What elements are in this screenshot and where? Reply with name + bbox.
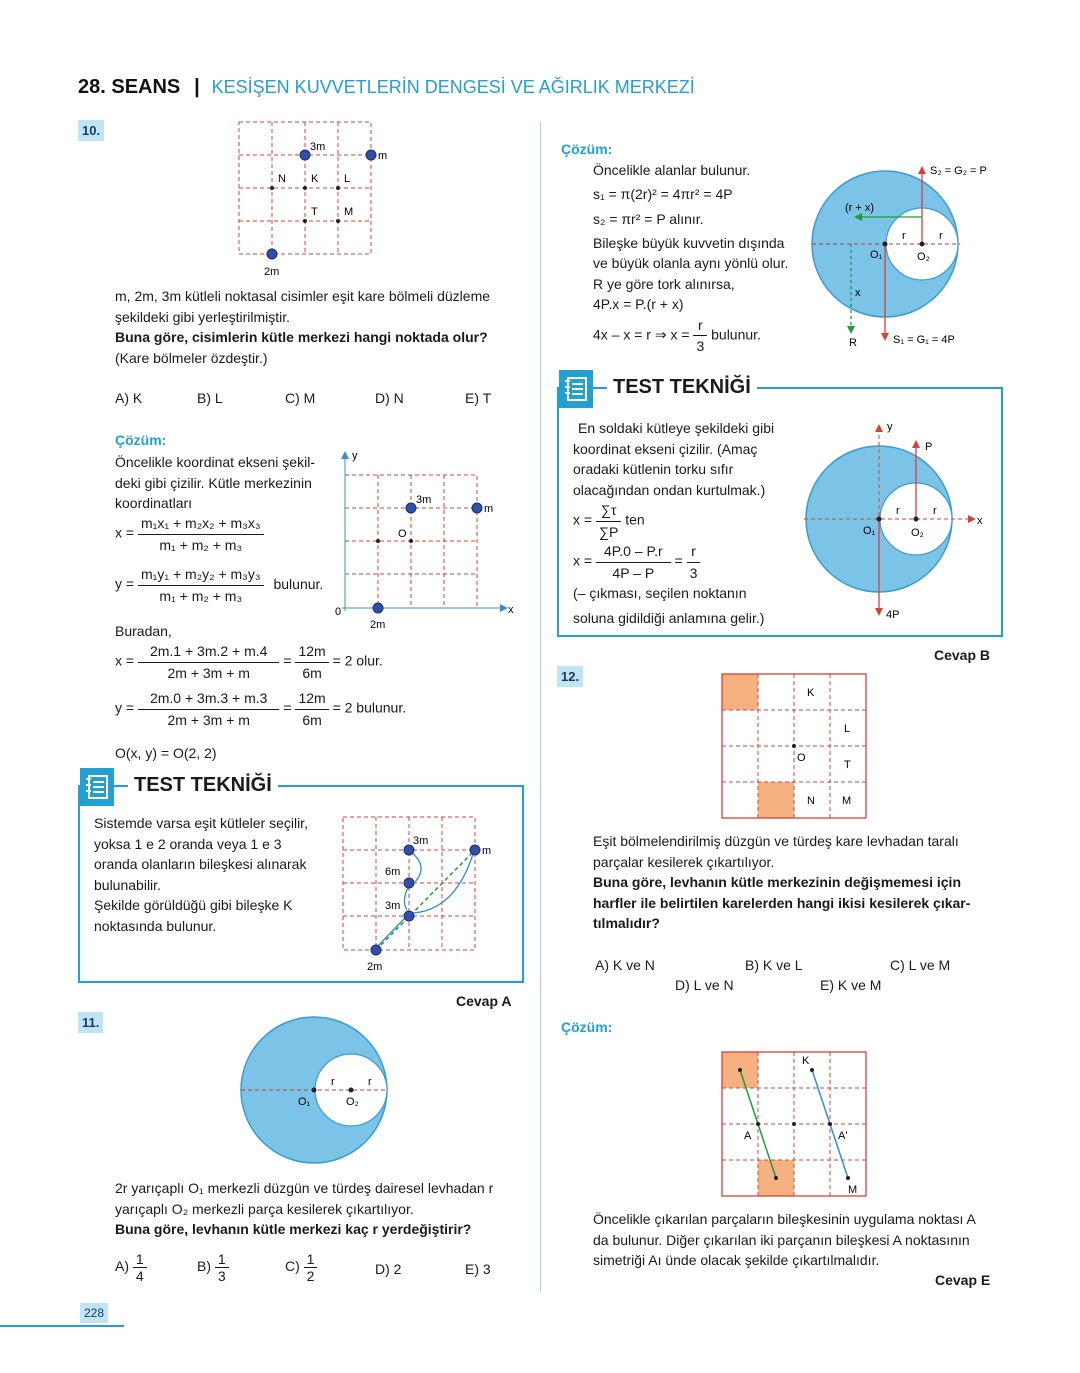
cell-m: M bbox=[848, 1184, 858, 1196]
q11-option-c-label: C) bbox=[285, 1258, 300, 1275]
q11-solution-label: Çözüm: bbox=[561, 141, 613, 157]
radius-r-2: r bbox=[368, 1076, 372, 1088]
formula-x-lhs: x = bbox=[115, 524, 135, 541]
tt2-f2-lhs: x = bbox=[573, 552, 593, 569]
tt1-line-3: oranda olanların bileşkesi alınarak bbox=[94, 856, 307, 872]
calc-x-den: 2m + 3m + m bbox=[167, 664, 250, 681]
calc-x-num: 2m.1 + 3m.2 + m.4 bbox=[138, 641, 280, 663]
radius-r-1: r bbox=[331, 1076, 335, 1088]
q12-solution-grid bbox=[715, 1045, 875, 1205]
center-o2: O₂ bbox=[917, 251, 930, 263]
tt2-formula-2 bbox=[573, 541, 700, 583]
q12-sol-line-1: Öncelikle çıkarılan parçaların bileşkesinin uygulama noktası A bbox=[593, 1211, 976, 1227]
q12-option-e: E) K ve M bbox=[820, 977, 882, 993]
test-technique-text-1 bbox=[94, 813, 334, 936]
calc-y-eq: = bbox=[283, 699, 292, 716]
cell-k: K bbox=[802, 1055, 810, 1067]
point-o: O bbox=[398, 528, 407, 540]
calc-y-tail: = 2 bulunur. bbox=[332, 699, 407, 716]
calc-y bbox=[115, 688, 406, 730]
q10-option-d: D) N bbox=[375, 390, 404, 406]
tt1-resultant-diagram bbox=[335, 810, 505, 975]
question-number-11: 11. bbox=[78, 1012, 103, 1033]
question-number-12: 12. bbox=[557, 666, 583, 687]
calc-y-num: 2m.0 + 3m.3 + m.3 bbox=[138, 688, 280, 710]
q10-option-b: B) L bbox=[197, 390, 223, 406]
q11-option-b bbox=[197, 1251, 229, 1284]
force-s2-label: S₂ = G₂ = P bbox=[930, 165, 987, 177]
tt1-line-4: bulunabilir. bbox=[94, 876, 161, 893]
tt1-line-2: yoksa 1 e 2 oranda veya 1 e 3 bbox=[94, 835, 282, 852]
radius-r-2: r bbox=[939, 230, 943, 242]
point-o: O bbox=[797, 752, 806, 764]
q12-option-a: A) K ve N bbox=[595, 957, 655, 973]
q10-mass-grid bbox=[230, 115, 400, 280]
label-2m: 2m bbox=[264, 266, 280, 278]
q11-answer: Cevap B bbox=[934, 647, 991, 663]
q10-coordinate-grid bbox=[330, 445, 520, 630]
q12-plate-grid bbox=[715, 667, 875, 827]
q11-sol-line-6: R ye göre tork alınırsa, bbox=[593, 275, 735, 292]
test-technique-note-2 bbox=[573, 583, 813, 628]
q10-text-1: m, 2m, 3m kütleli noktasal cisimler eşit kare bölmeli düzleme bbox=[115, 288, 491, 304]
tt2-line-6: soluna gidildiği anlamına gelir.) bbox=[573, 609, 765, 626]
cell-t: T bbox=[844, 759, 851, 771]
label-m: m bbox=[482, 845, 492, 857]
q11-sol-line-3: s₂ = πr² = P alınır. bbox=[593, 211, 704, 227]
point-a: A bbox=[744, 1130, 752, 1142]
label-m: m bbox=[378, 150, 388, 162]
label-3m: 3m bbox=[416, 494, 432, 506]
q11-option-b-num: 1 bbox=[215, 1251, 229, 1268]
column-divider bbox=[540, 122, 541, 1292]
tt2-f2-eq: = bbox=[674, 552, 683, 569]
session-topic: KESİŞEN KUVVETLERİN DENGESİ VE AĞIRLIK MERKEZİ bbox=[211, 77, 695, 97]
label-3m-b: 3m bbox=[385, 900, 401, 912]
q11-sol-line-8a: 4x – x = r ⇒ x = bbox=[593, 326, 690, 343]
q11-sol-line-8b: bulunur. bbox=[711, 326, 761, 343]
formula-y-lhs: y = bbox=[115, 575, 135, 592]
resultant-r: R bbox=[849, 337, 857, 349]
tt1-line-6: noktasında bulunur. bbox=[94, 917, 217, 934]
force-s1-label: S₁ = G₁ = 4P bbox=[893, 334, 955, 346]
q10-question: Buna göre, cisimlerin kütle merkezi hangi noktada olur? bbox=[115, 329, 488, 345]
center-o1: O₁ bbox=[298, 1096, 311, 1108]
distance-x: x bbox=[855, 287, 861, 299]
page-number: 228 bbox=[80, 1303, 108, 1323]
q11-option-c-den: 2 bbox=[306, 1268, 315, 1284]
tt1-line-1: Sistemde varsa eşit kütleler seçilir, bbox=[94, 815, 308, 831]
formula-y bbox=[115, 564, 323, 606]
radius-r-1: r bbox=[896, 505, 900, 517]
q10-note: (Kare bölmeler özdeştir.) bbox=[115, 349, 268, 366]
q11-option-b-den: 3 bbox=[217, 1268, 226, 1284]
tt2-line-4: olacağından ondan kurtulmak.) bbox=[573, 481, 766, 498]
point-m: M bbox=[344, 206, 354, 218]
formula-y-tail: bulunur. bbox=[273, 575, 324, 592]
calc-x bbox=[115, 641, 383, 683]
point-a-prime: A' bbox=[838, 1130, 848, 1142]
q10-sol-line-3: koordinatları bbox=[115, 495, 193, 511]
calc-y-lhs: y = bbox=[115, 699, 135, 716]
tt2-f2-num: 4P.0 – P.r bbox=[596, 541, 671, 563]
q11-option-c-num: 1 bbox=[304, 1251, 318, 1268]
tt2-f1-den: ∑P bbox=[598, 523, 619, 540]
label-6m: 6m bbox=[385, 866, 401, 878]
test-technique-text-2 bbox=[573, 418, 798, 500]
q12-option-d: D) L ve N bbox=[675, 977, 734, 993]
tt2-axis-figure bbox=[800, 418, 995, 628]
cell-n: N bbox=[807, 795, 815, 807]
label-2m: 2m bbox=[370, 619, 386, 630]
formula-y-den: m₁ + m₂ + m₃ bbox=[159, 587, 243, 604]
radius-r-2: r bbox=[933, 505, 937, 517]
footer-rule bbox=[0, 1325, 124, 1327]
q10-solution-label: Çözüm: bbox=[115, 432, 167, 448]
origin-label: 0 bbox=[335, 606, 342, 618]
q11-statement bbox=[115, 1178, 525, 1240]
q11-option-b-label: B) bbox=[197, 1258, 211, 1275]
q11-sol-line-8-den: 3 bbox=[696, 338, 705, 354]
q10-sol-line-2: deki gibi çizilir. Kütle merkezinin bbox=[115, 474, 312, 491]
test-technique-title-1: TEST TEKNİĞİ bbox=[128, 774, 278, 797]
formula-x bbox=[115, 513, 264, 555]
tt2-line-5: (– çıkması, seçilen noktanın bbox=[573, 585, 747, 601]
q11-option-c bbox=[285, 1251, 317, 1284]
q12-statement bbox=[593, 831, 998, 934]
q11-sol-line-8-num: r bbox=[693, 315, 707, 337]
axis-y-label: y bbox=[887, 421, 893, 433]
q12-solution-text bbox=[593, 1209, 998, 1271]
q12-question-2: harfler ile belirtilen karelerden hangi ikisi kesilerek çıkar- bbox=[593, 894, 971, 911]
q11-option-a-label: A) bbox=[115, 1258, 129, 1275]
radius-r-1: r bbox=[902, 230, 906, 242]
q10-result: O(x, y) = O(2, 2) bbox=[115, 745, 217, 761]
point-t: T bbox=[311, 206, 318, 218]
tt2-f2-den2: 3 bbox=[689, 564, 698, 581]
tt2-formula-1 bbox=[573, 500, 645, 542]
calc-x-eq: = bbox=[283, 652, 292, 669]
force-4p-label: 4P bbox=[886, 609, 900, 621]
q11-sol-line-1: Öncelikle alanlar bulunur. bbox=[593, 162, 751, 178]
q12-sol-line-3: simetriği Aı ünde olacak şekilde çıkartılmalıdır. bbox=[593, 1252, 880, 1268]
q11-text-2: yarıçaplı O₂ merkezli parça kesilerek çıkartılıyor. bbox=[115, 1200, 414, 1217]
calc-y-num2: 12m bbox=[295, 688, 328, 710]
q10-option-a: A) K bbox=[115, 390, 143, 406]
tt2-f1-lhs: x = bbox=[573, 511, 593, 528]
label-m: m bbox=[484, 503, 494, 515]
q10-text-2: şekildeki gibi yerleştirilmiştir. bbox=[115, 308, 291, 325]
tt2-f1-num: ∑τ bbox=[596, 500, 621, 522]
cell-l: L bbox=[844, 723, 851, 735]
q12-answer: Cevap E bbox=[935, 1272, 991, 1288]
force-p-label: P bbox=[925, 441, 933, 453]
axis-x-label: x bbox=[508, 604, 514, 616]
q12-text-1: Eşit bölmelendirilmiş düzgün ve türdeş kare levhadan taralı bbox=[593, 833, 959, 849]
q10-option-c: C) M bbox=[285, 390, 316, 406]
arm-r-plus-x: (r + x) bbox=[845, 202, 875, 214]
question-number-10: 10. bbox=[78, 120, 104, 141]
calc-y-den2: 6m bbox=[302, 711, 322, 728]
calc-x-den2: 6m bbox=[302, 664, 322, 681]
axis-y-label: y bbox=[352, 450, 358, 462]
center-o2: O₂ bbox=[346, 1096, 359, 1108]
notebook-icon bbox=[559, 370, 593, 408]
q11-disc-figure bbox=[238, 1015, 393, 1167]
formula-y-num: m₁y₁ + m₂y₂ + m₃y₃ bbox=[138, 564, 264, 586]
q11-torque-figure bbox=[808, 160, 1008, 350]
center-o1: O₁ bbox=[870, 249, 883, 261]
center-o2: O₂ bbox=[911, 527, 924, 539]
calc-x-lhs: x = bbox=[115, 652, 135, 669]
test-technique-title-2: TEST TEKNİĞİ bbox=[607, 376, 757, 399]
label-3m: 3m bbox=[310, 141, 326, 153]
axis-x-label: x bbox=[977, 515, 983, 527]
q11-option-e: E) 3 bbox=[465, 1261, 491, 1277]
cell-m: M bbox=[842, 795, 852, 807]
q10-statement bbox=[115, 286, 525, 368]
q12-question-1: Buna göre, levhanın kütle merkezinin değişmemesi için bbox=[593, 874, 961, 890]
q12-sol-line-2: da bulunur. Diğer çıkarılan iki parçanın bileşkesi A noktasının bbox=[593, 1231, 970, 1248]
q11-text-1: 2r yarıçaplı O₁ merkezli düzgün ve türdeş dairesel levhadan r bbox=[115, 1180, 494, 1196]
q12-text-2: parçalar kesilerek çıkartılıyor. bbox=[593, 853, 775, 870]
tt2-f2-num2: r bbox=[687, 541, 701, 563]
q11-question: Buna göre, levhanın kütle merkezi kaç r yerdeğiştirir? bbox=[115, 1221, 472, 1237]
calc-x-tail: = 2 olur. bbox=[332, 652, 383, 669]
q11-option-a-num: 1 bbox=[133, 1251, 147, 1268]
tt2-f1-tail: ten bbox=[625, 511, 645, 528]
q11-sol-line-5: ve büyük olanla aynı yönlü olur. bbox=[593, 255, 789, 271]
q11-option-d: D) 2 bbox=[375, 1261, 402, 1277]
q10-answer: Cevap A bbox=[456, 993, 512, 1009]
header-separator: | bbox=[194, 76, 200, 98]
q10-option-e: E) T bbox=[465, 390, 492, 406]
q12-option-c: C) L ve M bbox=[890, 957, 951, 973]
q12-option-b: B) K ve L bbox=[745, 957, 803, 973]
formula-x-num: m₁x₁ + m₂x₂ + m₃x₃ bbox=[138, 513, 264, 535]
q12-question-3: tılmalıdır? bbox=[593, 915, 660, 931]
calc-y-den: 2m + 3m + m bbox=[167, 711, 250, 728]
point-n: N bbox=[278, 173, 286, 185]
notebook-icon bbox=[80, 768, 114, 806]
session-number: 28. SEANS bbox=[78, 76, 181, 98]
q11-sol-line-2: s₁ = π(2r)² = 4πr² = 4P bbox=[593, 185, 733, 202]
formula-x-den: m₁ + m₂ + m₃ bbox=[159, 536, 243, 553]
tt2-line-2: koordinat ekseni çizilir. (Amaç bbox=[573, 440, 758, 457]
calc-x-num2: 12m bbox=[295, 641, 328, 663]
tt2-line-1: En soldaki kütleye şekildeki gibi bbox=[578, 420, 775, 436]
cell-k: K bbox=[807, 687, 815, 699]
point-l: L bbox=[344, 173, 351, 185]
center-o1: O₁ bbox=[863, 525, 876, 537]
q10-sol-line-1: Öncelikle koordinat ekseni şekil- bbox=[115, 454, 315, 470]
q11-option-a bbox=[115, 1251, 147, 1284]
q12-solution-label: Çözüm: bbox=[561, 1019, 613, 1035]
q10-buradan: Buradan, bbox=[115, 623, 172, 639]
tt2-line-3: oradaki kütlenin torku sıfır bbox=[573, 461, 734, 477]
page-header bbox=[78, 76, 695, 99]
q10-solution-intro bbox=[115, 452, 340, 514]
q11-solution-text bbox=[593, 160, 823, 357]
q11-sol-line-7: 4P.x = P.(r + x) bbox=[593, 296, 684, 312]
label-3m: 3m bbox=[413, 835, 429, 847]
tt2-f2-den: 4P – P bbox=[612, 564, 655, 581]
q11-option-a-den: 4 bbox=[135, 1268, 144, 1284]
q11-sol-line-4: Bileşke büyük kuvvetin dışında bbox=[593, 234, 785, 251]
point-k: K bbox=[311, 173, 319, 185]
label-2m: 2m bbox=[367, 961, 383, 973]
tt1-line-5: Şekilde görüldüğü gibi bileşke K bbox=[94, 897, 293, 913]
